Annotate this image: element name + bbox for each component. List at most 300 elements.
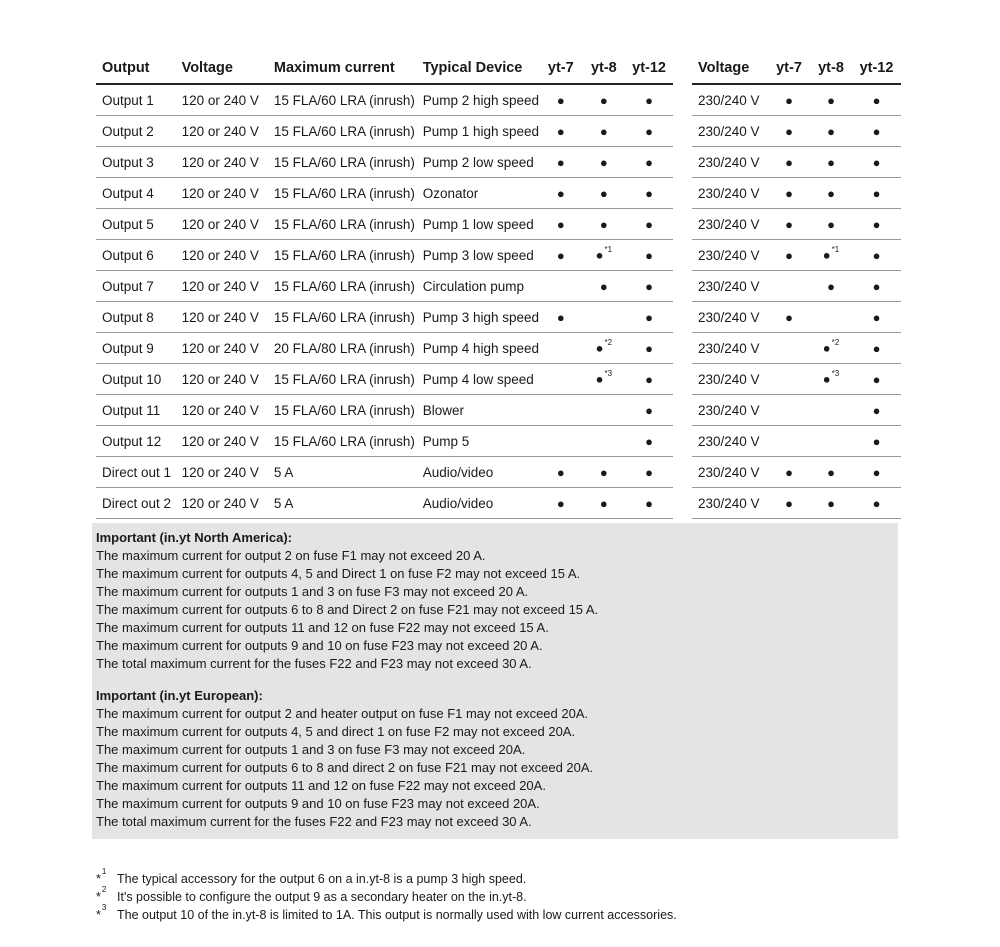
note-line: The maximum current for output 2 and heater output on fuse F1 may not exceed 20A. [96, 706, 589, 721]
notes-north-america [92, 523, 898, 673]
cell-output: Direct out 1 [96, 457, 176, 488]
cell-output: Output 8 [96, 302, 176, 333]
cell-eu-yt-7 [768, 333, 810, 364]
cell-eu-voltage: 230/240 V [692, 271, 768, 302]
cell-typical-device: Blower [417, 395, 539, 426]
cell-output: Output 9 [96, 333, 176, 364]
cell-yt-8 [583, 84, 626, 116]
cell-yt-12 [625, 395, 673, 426]
header-eu-yt-12: yt-12 [852, 52, 901, 84]
cell-eu-yt-8 [810, 147, 852, 178]
header-eu-yt-8: yt-8 [810, 52, 852, 84]
cell-eu-voltage: 230/240 V [692, 488, 768, 519]
cell-yt-7 [539, 302, 583, 333]
table-header-row [96, 52, 673, 84]
footnote-number: 3 [101, 903, 107, 912]
cell-voltage: 120 or 240 V [176, 457, 268, 488]
cell-typical-device: Pump 4 low speed [417, 364, 539, 395]
cell-typical-device: Pump 5 [417, 426, 539, 457]
cell-eu-yt-7 [768, 271, 810, 302]
cell-max-current: 15 FLA/60 LRA (inrush) [268, 116, 417, 147]
cell-voltage: 120 or 240 V [176, 271, 268, 302]
cell-yt-12 [625, 209, 673, 240]
cell-typical-device: Pump 2 high speed [417, 84, 539, 116]
cell-yt-8 [583, 426, 626, 457]
cell-typical-device: Pump 2 low speed [417, 147, 539, 178]
important-notes-box [92, 523, 898, 839]
bullet-icon: ● [785, 185, 793, 201]
footnote-ref: *1 [831, 245, 840, 255]
footnote-ref: *1 [604, 245, 613, 255]
cell-eu-voltage: 230/240 V [692, 178, 768, 209]
cell-yt-12 [625, 333, 673, 364]
cell-yt-7 [539, 178, 583, 209]
bullet-icon: ● [872, 92, 881, 108]
cell-eu-yt-7 [768, 84, 810, 116]
bullet-icon: ● [822, 371, 831, 387]
bullet-icon: ● [872, 185, 881, 201]
table-row [692, 271, 901, 302]
bullet-icon: ● [785, 309, 793, 325]
cell-eu-yt-8 [810, 302, 852, 333]
bullet-icon: ● [827, 123, 835, 139]
cell-output: Output 10 [96, 364, 176, 395]
bullet-icon: ● [827, 216, 835, 232]
bullet-icon: ● [822, 247, 831, 263]
cell-eu-yt-12 [852, 178, 901, 209]
cell-max-current: 15 FLA/60 LRA (inrush) [268, 240, 417, 271]
cell-yt-12 [625, 271, 673, 302]
cell-typical-device: Pump 1 low speed [417, 209, 539, 240]
cell-eu-voltage: 230/240 V [692, 333, 768, 364]
bullet-icon: ● [872, 402, 881, 418]
bullet-icon: ● [827, 464, 835, 480]
bullet-icon: ● [595, 247, 604, 263]
cell-eu-yt-8 [810, 116, 852, 147]
footnote-ref: *3 [831, 369, 840, 379]
table-row [96, 178, 673, 209]
table-row [692, 488, 901, 519]
footnote-number: 1 [101, 867, 107, 876]
cell-eu-yt-12 [852, 333, 901, 364]
table-row [692, 147, 901, 178]
cell-max-current: 15 FLA/60 LRA (inrush) [268, 364, 417, 395]
cell-eu-voltage: 230/240 V [692, 84, 768, 116]
cell-output: Output 11 [96, 395, 176, 426]
cell-eu-yt-8 [810, 240, 852, 271]
cell-yt-8 [583, 302, 626, 333]
bullet-icon: ● [556, 216, 565, 232]
cell-yt-12 [625, 84, 673, 116]
bullet-icon: ● [827, 278, 835, 294]
note-line: The maximum current for outputs 6 to 8 and Direct 2 on fuse F21 may not exceed 15 A. [96, 602, 599, 617]
cell-eu-voltage: 230/240 V [692, 147, 768, 178]
cell-output: Output 1 [96, 84, 176, 116]
cell-yt-8 [583, 364, 626, 395]
cell-max-current: 15 FLA/60 LRA (inrush) [268, 395, 417, 426]
bullet-icon: ● [785, 154, 793, 170]
note-line: The total maximum current for the fuses F22 and F23 may not exceed 30 A. [96, 656, 532, 671]
bullet-icon: ● [556, 464, 565, 480]
cell-eu-yt-8 [810, 395, 852, 426]
cell-eu-voltage: 230/240 V [692, 302, 768, 333]
cell-eu-yt-12 [852, 426, 901, 457]
footnote-asterisk: * [96, 872, 101, 887]
cell-eu-voltage: 230/240 V [692, 240, 768, 271]
cell-yt-7 [539, 240, 583, 271]
table-row [692, 209, 901, 240]
bullet-icon: ● [556, 92, 565, 108]
note-line: The maximum current for outputs 1 and 3 on fuse F3 may not exceed 20 A. [96, 584, 529, 599]
bullet-icon: ● [645, 154, 653, 170]
cell-eu-yt-12 [852, 271, 901, 302]
cell-voltage: 120 or 240 V [176, 488, 268, 519]
note-line: The maximum current for outputs 6 to 8 and direct 2 on fuse F21 may not exceed 20A. [96, 760, 594, 775]
cell-eu-yt-12 [852, 147, 901, 178]
cell-yt-12 [625, 488, 673, 519]
cell-eu-yt-8 [810, 364, 852, 395]
bullet-icon: ● [595, 340, 604, 356]
cell-typical-device: Pump 3 high speed [417, 302, 539, 333]
cell-yt-8 [583, 147, 626, 178]
note-line: The maximum current for outputs 4, 5 and Direct 1 on fuse F2 may not exceed 15 A. [96, 566, 581, 581]
header-yt-12: yt-12 [625, 52, 673, 84]
table-row [96, 364, 673, 395]
bullet-icon: ● [645, 340, 653, 356]
notes-eu-heading: Important (in.yt European): [96, 688, 263, 703]
footnote-text: The output 10 of the in.yt-8 is limited to 1A. This output is normally used with low current accessories. [117, 908, 677, 923]
cell-yt-7 [539, 271, 583, 302]
table-row [692, 426, 901, 457]
bullet-icon: ● [827, 495, 835, 511]
table-row [692, 457, 901, 488]
bullet-icon: ● [645, 123, 653, 139]
footnote-item [96, 867, 677, 885]
cell-eu-voltage: 230/240 V [692, 426, 768, 457]
header-eu-voltage: Voltage [692, 52, 768, 84]
cell-typical-device: Pump 4 high speed [417, 333, 539, 364]
cell-voltage: 120 or 240 V [176, 395, 268, 426]
cell-eu-yt-7 [768, 395, 810, 426]
bullet-icon: ● [872, 309, 881, 325]
cell-max-current: 15 FLA/60 LRA (inrush) [268, 302, 417, 333]
bullet-icon: ● [872, 495, 881, 511]
table-row [692, 240, 901, 271]
cell-eu-yt-8 [810, 457, 852, 488]
bullet-icon: ● [556, 154, 565, 170]
footnote-ref: *3 [604, 369, 613, 379]
bullet-icon: ● [599, 154, 608, 170]
cell-eu-yt-8 [810, 209, 852, 240]
footnote-item [96, 903, 677, 921]
cell-yt-7 [539, 147, 583, 178]
cell-yt-12 [625, 116, 673, 147]
bullet-icon: ● [872, 154, 881, 170]
bullet-icon: ● [872, 433, 881, 449]
cell-eu-yt-7 [768, 116, 810, 147]
note-line: The maximum current for outputs 9 and 10 on fuse F23 may not exceed 20A. [96, 796, 540, 811]
footnotes [96, 867, 677, 921]
table-row [692, 116, 901, 147]
bullet-icon: ● [822, 340, 831, 356]
cell-yt-7 [539, 116, 583, 147]
table-row [96, 271, 673, 302]
cell-eu-yt-8 [810, 333, 852, 364]
footnote-text: It's possible to configure the output 9 as a secondary heater on the in.yt-8. [117, 890, 527, 905]
cell-yt-8 [583, 178, 626, 209]
cell-yt-8 [583, 116, 626, 147]
cell-eu-yt-12 [852, 457, 901, 488]
table-row [96, 84, 673, 116]
cell-eu-yt-7 [768, 457, 810, 488]
cell-eu-voltage: 230/240 V [692, 395, 768, 426]
cell-output: Output 12 [96, 426, 176, 457]
cell-voltage: 120 or 240 V [176, 147, 268, 178]
bullet-icon: ● [599, 123, 608, 139]
bullet-icon: ● [556, 247, 565, 263]
cell-voltage: 120 or 240 V [176, 302, 268, 333]
cell-eu-voltage: 230/240 V [692, 209, 768, 240]
cell-typical-device: Circulation pump [417, 271, 539, 302]
bullet-icon: ● [645, 247, 653, 263]
cell-eu-voltage: 230/240 V [692, 457, 768, 488]
bullet-icon: ● [827, 92, 835, 108]
cell-eu-yt-12 [852, 302, 901, 333]
bullet-icon: ● [645, 495, 653, 511]
bullet-icon: ● [872, 216, 881, 232]
bullet-icon: ● [872, 123, 881, 139]
note-line: The maximum current for outputs 9 and 10 on fuse F23 may not exceed 20 A. [96, 638, 543, 653]
bullet-icon: ● [645, 185, 653, 201]
cell-yt-7 [539, 333, 583, 364]
cell-voltage: 120 or 240 V [176, 209, 268, 240]
cell-voltage: 120 or 240 V [176, 333, 268, 364]
cell-eu-yt-12 [852, 488, 901, 519]
bullet-icon: ● [599, 278, 608, 294]
bullet-icon: ● [785, 216, 793, 232]
cell-yt-12 [625, 302, 673, 333]
cell-eu-yt-7 [768, 209, 810, 240]
cell-max-current: 15 FLA/60 LRA (inrush) [268, 426, 417, 457]
cell-output: Output 3 [96, 147, 176, 178]
cell-eu-yt-8 [810, 84, 852, 116]
cell-yt-12 [625, 426, 673, 457]
footnote-item [96, 885, 677, 903]
header-yt-8: yt-8 [583, 52, 626, 84]
bullet-icon: ● [872, 371, 881, 387]
note-line: The maximum current for outputs 1 and 3 on fuse F3 may not exceed 20A. [96, 742, 526, 757]
cell-typical-device: Pump 3 low speed [417, 240, 539, 271]
bullet-icon: ● [556, 495, 565, 511]
cell-yt-7 [539, 84, 583, 116]
cell-typical-device: Audio/video [417, 488, 539, 519]
cell-yt-12 [625, 364, 673, 395]
cell-max-current: 5 A [268, 488, 417, 519]
cell-yt-8 [583, 209, 626, 240]
cell-eu-yt-8 [810, 178, 852, 209]
bullet-icon: ● [556, 309, 565, 325]
cell-eu-yt-7 [768, 364, 810, 395]
table-row [96, 302, 673, 333]
cell-eu-yt-8 [810, 488, 852, 519]
footnote-asterisk: * [96, 908, 101, 923]
cell-max-current: 20 FLA/80 LRA (inrush) [268, 333, 417, 364]
cell-yt-7 [539, 209, 583, 240]
bullet-icon: ● [645, 278, 653, 294]
cell-eu-yt-12 [852, 364, 901, 395]
cell-yt-8 [583, 333, 626, 364]
cell-output: Output 5 [96, 209, 176, 240]
cell-yt-7 [539, 426, 583, 457]
bullet-icon: ● [785, 495, 793, 511]
cell-voltage: 120 or 240 V [176, 84, 268, 116]
footnote-number: 2 [101, 885, 107, 894]
cell-output: Direct out 2 [96, 488, 176, 519]
cell-eu-yt-7 [768, 178, 810, 209]
cell-typical-device: Pump 1 high speed [417, 116, 539, 147]
table-row [96, 488, 673, 519]
bullet-icon: ● [599, 185, 608, 201]
cell-yt-12 [625, 240, 673, 271]
cell-eu-yt-7 [768, 302, 810, 333]
cell-max-current: 15 FLA/60 LRA (inrush) [268, 271, 417, 302]
footnote-ref: *2 [604, 338, 613, 348]
cell-output: Output 6 [96, 240, 176, 271]
outputs-table [96, 52, 673, 519]
cell-yt-7 [539, 364, 583, 395]
bullet-icon: ● [599, 495, 608, 511]
table-row [96, 240, 673, 271]
table-row [692, 84, 901, 116]
header-eu-yt-7: yt-7 [768, 52, 810, 84]
bullet-icon: ● [872, 247, 881, 263]
table-row [96, 395, 673, 426]
footnote-marker [96, 903, 117, 924]
footnote-asterisk: * [96, 890, 101, 905]
bullet-icon: ● [785, 247, 793, 263]
table-header-row [692, 52, 901, 84]
header-voltage: Voltage [176, 52, 268, 84]
note-line: The maximum current for outputs 11 and 12 on fuse F22 may not exceed 15 A. [96, 620, 549, 635]
table-row [96, 333, 673, 364]
bullet-icon: ● [872, 340, 881, 356]
cell-eu-voltage: 230/240 V [692, 116, 768, 147]
cell-yt-8 [583, 457, 626, 488]
bullet-icon: ● [599, 92, 608, 108]
cell-eu-yt-7 [768, 147, 810, 178]
cell-eu-yt-7 [768, 426, 810, 457]
footnote-ref: *2 [831, 338, 840, 348]
cell-yt-12 [625, 178, 673, 209]
bullet-icon: ● [599, 216, 608, 232]
bullet-icon: ● [785, 123, 793, 139]
header-typical-device: Typical Device [417, 52, 539, 84]
footnote-text: The typical accessory for the output 6 on a in.yt-8 is a pump 3 high speed. [117, 872, 527, 887]
cell-yt-7 [539, 488, 583, 519]
cell-max-current: 15 FLA/60 LRA (inrush) [268, 209, 417, 240]
table-row [692, 302, 901, 333]
cell-max-current: 15 FLA/60 LRA (inrush) [268, 178, 417, 209]
bullet-icon: ● [645, 402, 653, 418]
bullet-icon: ● [645, 433, 653, 449]
header-yt-7: yt-7 [539, 52, 583, 84]
notes-european [92, 673, 898, 831]
bullet-icon: ● [645, 371, 653, 387]
cell-eu-yt-12 [852, 116, 901, 147]
cell-yt-8 [583, 395, 626, 426]
cell-eu-yt-7 [768, 488, 810, 519]
cell-typical-device: Ozonator [417, 178, 539, 209]
note-line: The maximum current for outputs 11 and 12 on fuse F22 may not exceed 20A. [96, 778, 546, 793]
table-row [692, 333, 901, 364]
cell-yt-8 [583, 240, 626, 271]
cell-yt-12 [625, 457, 673, 488]
cell-yt-8 [583, 271, 626, 302]
bullet-icon: ● [872, 278, 881, 294]
cell-max-current: 5 A [268, 457, 417, 488]
table-row [96, 426, 673, 457]
bullet-icon: ● [785, 464, 793, 480]
cell-eu-yt-8 [810, 271, 852, 302]
cell-voltage: 120 or 240 V [176, 240, 268, 271]
cell-yt-8 [583, 488, 626, 519]
table-row [96, 457, 673, 488]
table-row [96, 209, 673, 240]
bullet-icon: ● [595, 371, 604, 387]
cell-output: Output 2 [96, 116, 176, 147]
cell-voltage: 120 or 240 V [176, 364, 268, 395]
table-row [96, 147, 673, 178]
cell-eu-yt-12 [852, 395, 901, 426]
cell-max-current: 15 FLA/60 LRA (inrush) [268, 84, 417, 116]
bullet-icon: ● [872, 464, 881, 480]
cell-output: Output 7 [96, 271, 176, 302]
eu-voltage-table [692, 52, 901, 519]
cell-eu-yt-12 [852, 209, 901, 240]
table-row [96, 116, 673, 147]
bullet-icon: ● [785, 92, 793, 108]
header-maximum-current: Maximum current [268, 52, 417, 84]
cell-output: Output 4 [96, 178, 176, 209]
cell-eu-yt-12 [852, 84, 901, 116]
header-output: Output [96, 52, 176, 84]
cell-eu-voltage: 230/240 V [692, 364, 768, 395]
cell-eu-yt-12 [852, 240, 901, 271]
table-row [692, 178, 901, 209]
cell-typical-device: Audio/video [417, 457, 539, 488]
cell-voltage: 120 or 240 V [176, 426, 268, 457]
note-line: The maximum current for outputs 4, 5 and direct 1 on fuse F2 may not exceed 20A. [96, 724, 576, 739]
bullet-icon: ● [645, 464, 653, 480]
bullet-icon: ● [827, 154, 835, 170]
cell-yt-7 [539, 395, 583, 426]
cell-yt-12 [625, 147, 673, 178]
note-line: The maximum current for output 2 on fuse F1 may not exceed 20 A. [96, 548, 486, 563]
cell-voltage: 120 or 240 V [176, 178, 268, 209]
bullet-icon: ● [645, 92, 653, 108]
bullet-icon: ● [645, 309, 653, 325]
bullet-icon: ● [556, 185, 565, 201]
cell-yt-7 [539, 457, 583, 488]
cell-eu-yt-8 [810, 426, 852, 457]
notes-na-heading: Important (in.yt North America): [96, 530, 292, 545]
bullet-icon: ● [827, 185, 835, 201]
bullet-icon: ● [599, 464, 608, 480]
note-line: The total maximum current for the fuses F22 and F23 may not exceed 30 A. [96, 814, 532, 829]
cell-max-current: 15 FLA/60 LRA (inrush) [268, 147, 417, 178]
cell-eu-yt-7 [768, 240, 810, 271]
cell-voltage: 120 or 240 V [176, 116, 268, 147]
